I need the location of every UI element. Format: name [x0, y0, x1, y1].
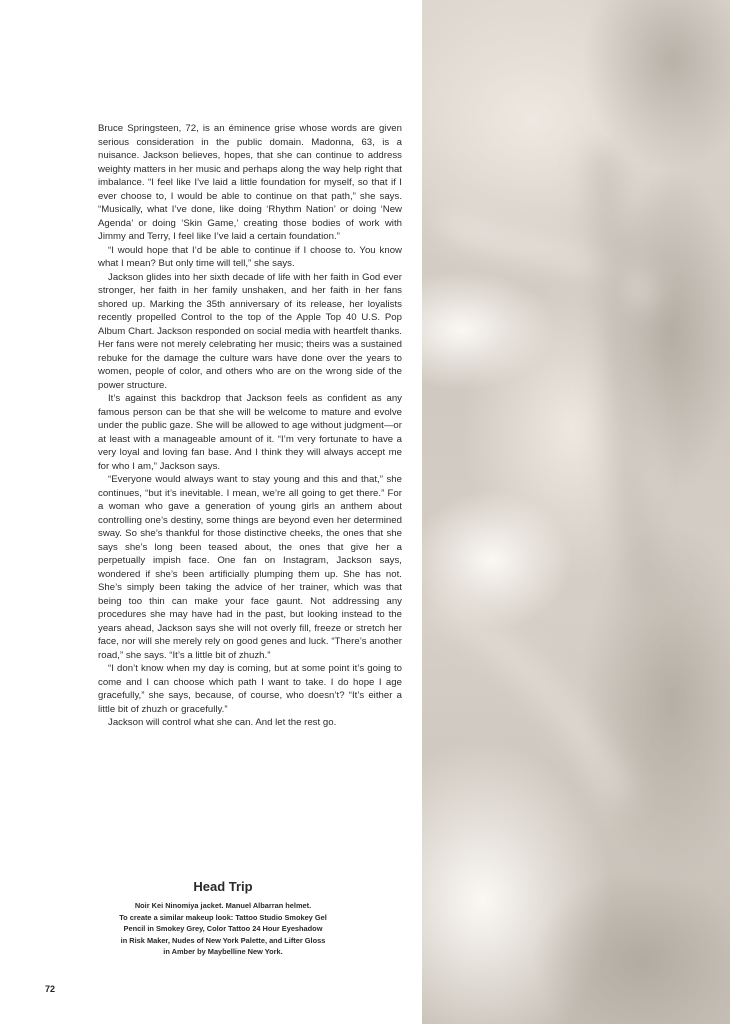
- article-paragraph: Bruce Springsteen, 72, is an éminence grise whose words are given serious consideration in the public domain. Madonna, 63, is a nuisance. Jackson believes, hopes, that she can continue to address weighty matters in her music and perhaps along the way help right that imbalance. “I feel like I’ve laid a little foundation for myself, so that if I ever choose to, I would be able to continue on that path,” she says. “Musically, what I’ve done, like doing ‘Rhythm Nation’ or doing ‘New Agenda’ or doing ‘Skin Game,’ creating those bodies of work with Jimmy and Terry, I feel like I’ve laid a certain foundation.”: [98, 123, 402, 242]
- photo-caption: [98, 878, 348, 958]
- page-number: 72: [45, 984, 56, 994]
- article-paragraph: “Everyone would always want to stay young and this and that,” she continues, “but it’s inevitable. I mean, we’re all going to get there.” For a woman who gave a generation of young girls an anthem about controlling one’s destiny, some things are beyond even her determined sway. So she’s thankful for those distinctive cheeks, the ones that she says she’s long been teased about, the ones that give her a perpetually impish face. One fan on Instagram, Jackson says, wondered if she’s been artificially plumping them up. She has not. She’s simply been taking the advice of her trainer, which was that being too thin can make your face gaunt. Not addressing any procedures she may have had in the past, but looking instead to the years ahead, Jackson says she will not overly fill, freeze or stretch her face, nor will she merely rely on good genes and luck. “There’s another road,” she says. “It’s a little bit of zhuzh.”: [98, 474, 402, 661]
- article-paragraph: “I don’t know when my day is coming, but at some point it’s going to come and I can choose which path I want to take. I do hope I age gracefully,” she says, because, of course, who doesn’t? “It’s either a little bit of zhuzh or gracefully.”: [98, 663, 402, 715]
- article-paragraph: Jackson will control what she can. And let the rest go.: [108, 717, 337, 728]
- article-paragraph: Jackson glides into her sixth decade of life with her faith in God ever stronger, her faith in her family unshaken, and her faith in her fans shored up. Marking the 35th anniversary of its release, her loyalists recently propelled Control to the top of the Apple Top 40 U.S. Pop Album Chart. Jackson responded on social media with heartfelt thanks. Her fans were not merely celebrating her music; theirs was a sustained rebuke for the damage the culture wars have done over the years to women, people of color, and others who are on the wrong side of the power structure.: [98, 271, 402, 391]
- caption-title: Head Trip: [193, 879, 253, 894]
- caption-credits: [98, 900, 348, 958]
- article-body: [98, 122, 402, 730]
- caption-line: in Risk Maker, Nudes of New York Palette, and Lifter Gloss: [120, 935, 326, 945]
- caption-line: Noir Kei Ninomiya jacket. Manuel Albarran helmet.: [134, 901, 312, 910]
- portrait-photo: [422, 0, 730, 1024]
- article-paragraph: It’s against this backdrop that Jackson feels as confident as any famous person can be that she will be welcome to mature and evolve under the public gaze. She will be allowed to age without judgment—or at least with a manageable amount of it. “I’m very fortunate to have a very loyal and loving fan base. And I think they will always accept me for who I am,” Jackson says.: [98, 393, 402, 472]
- blurred-portrait-photo-icon: [422, 0, 730, 1024]
- article-paragraph: “I would hope that I’d be able to continue if I choose to. You know what I mean? But only time will tell,” she says.: [98, 244, 402, 269]
- caption-line: To create a similar makeup look: Tattoo Studio Smokey Gel: [119, 912, 327, 922]
- caption-line: in Amber by Maybelline New York.: [163, 947, 283, 956]
- caption-line: Pencil in Smokey Grey, Color Tattoo 24 Hour Eyeshadow: [123, 924, 323, 933]
